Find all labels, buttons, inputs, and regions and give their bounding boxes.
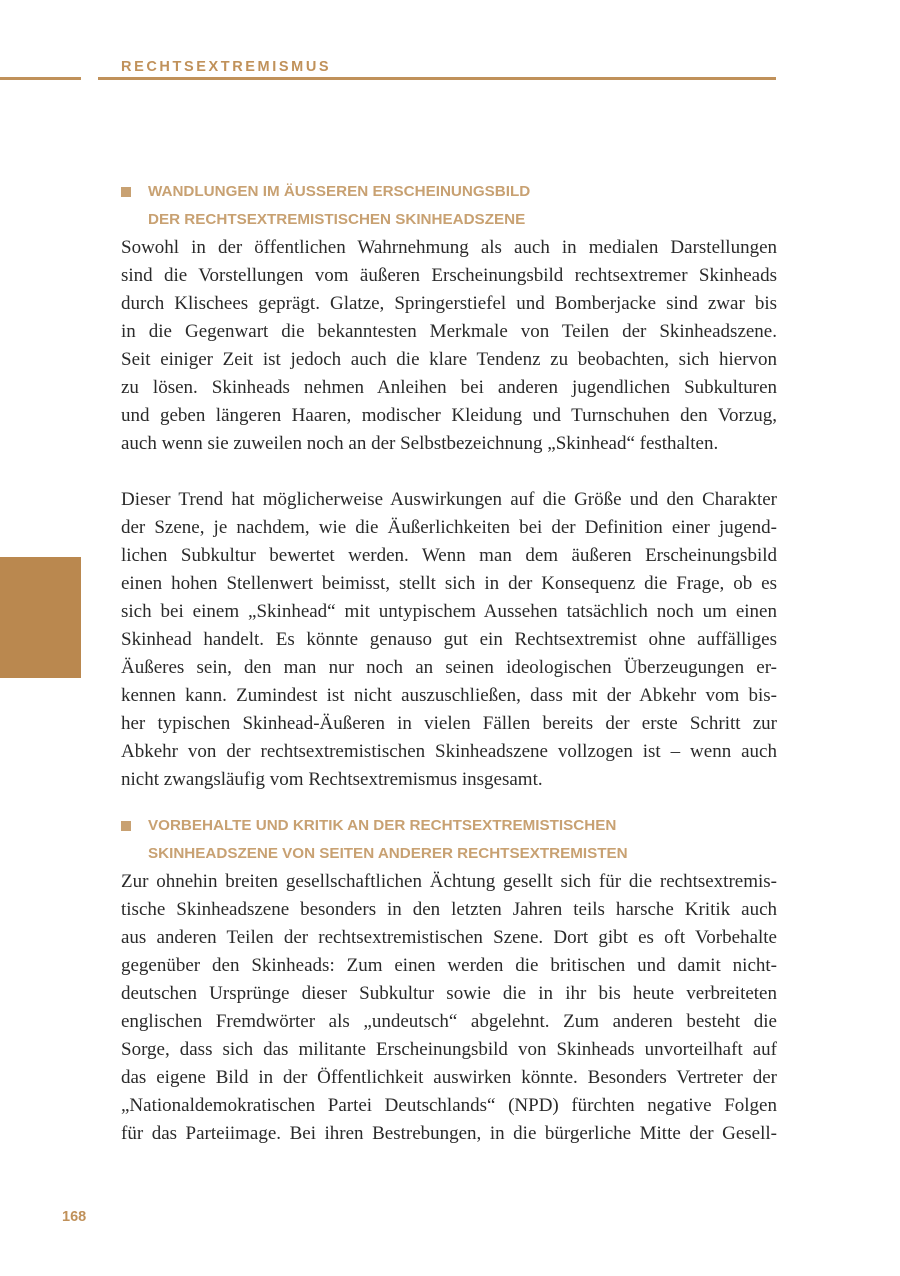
text-line: englischen Fremdwörter als „undeutsch“ abgelehnt. Zum anderen besteht die (121, 1011, 777, 1032)
text-line: Seit einiger Zeit ist jedoch auch die klare Tendenz zu beobachten, sich hiervon (121, 349, 777, 370)
text-line: in die Gegenwart die bekanntesten Merkmale von Teilen der Skinheadszene. (121, 321, 777, 342)
page-number: 168 (62, 1209, 87, 1225)
page-content (121, 178, 777, 1148)
paragraph-3 (121, 868, 777, 1148)
text-line: her typischen Skinhead-Äußeren in vielen Fällen bereits der erste Schritt zur (121, 713, 777, 734)
text-line: Sorge, dass sich das militante Erscheinungsbild von Skinheads unvorteilhaft auf (121, 1039, 777, 1060)
square-bullet-icon (121, 187, 131, 197)
heading-line: VORBEHALTE UND KRITIK AN DER RECHTSEXTREMISTISCHEN (148, 817, 617, 834)
text-line: „Nationaldemokratischen Partei Deutschlands“ (NPD) fürchten negative Folgen (121, 1095, 777, 1116)
text-line: lichen Subkultur bewertet werden. Wenn man dem äußeren Erscheinungsbild (121, 545, 777, 566)
text-line: Skinhead handelt. Es könnte genauso gut ein Rechtsextremist ohne auffälliges (121, 629, 777, 650)
side-tab-marker (0, 557, 81, 678)
text-line: Dieser Trend hat möglicherweise Auswirkungen auf die Größe und den Charakter (121, 489, 777, 510)
text-line: und geben längeren Haaren, modischer Kleidung und Turnschuhen den Vorzug, (121, 405, 777, 426)
text-line: auch wenn sie zuweilen noch an der Selbstbezeichnung „Skinhead“ festhalten. (121, 433, 719, 454)
heading-line: DER RECHTSEXTREMISTISCHEN SKINHEADSZENE (148, 211, 526, 228)
text-line: gegenüber den Skinheads: Zum einen werden die britischen und damit nicht- (121, 955, 777, 976)
section-heading-2 (121, 812, 777, 868)
header-rule-left (0, 77, 81, 80)
text-line: zu lösen. Skinheads nehmen Anleihen bei anderen jugendlichen Subkulturen (121, 377, 777, 398)
text-line: aus anderen Teilen der rechtsextremistischen Szene. Dort gibt es oft Vorbehalte (121, 927, 777, 948)
section-heading-1 (121, 178, 777, 234)
text-line: deutschen Ursprünge dieser Subkultur sowie die in ihr bis heute verbreiteten (121, 983, 777, 1004)
text-line: sich bei einem „Skinhead“ mit untypischem Aussehen tatsächlich noch um einen (121, 601, 777, 622)
text-line: tische Skinheadszene besonders in den letzten Jahren teils harsche Kritik auch (121, 899, 777, 920)
text-line: nicht zwangsläufig vom Rechtsextremismus insgesamt. (121, 769, 543, 790)
text-line: für das Parteiimage. Bei ihren Bestrebungen, in die bürgerliche Mitte der Gesell- (121, 1123, 777, 1144)
text-line: kennen kann. Zumindest ist nicht auszuschließen, dass mit der Abkehr vom bis- (121, 685, 777, 706)
running-head: RECHTSEXTREMISMUS (121, 59, 332, 75)
heading-line: WANDLUNGEN IM ÄUSSEREN ERSCHEINUNGSBILD (148, 183, 531, 200)
text-line: durch Klischees geprägt. Glatze, Springerstiefel und Bomberjacke sind zwar bis (121, 293, 777, 314)
heading-line: SKINHEADSZENE VON SEITEN ANDERER RECHTSEXTREMISTEN (148, 845, 628, 862)
text-line: das eigene Bild in der Öffentlichkeit auswirken könnte. Besonders Vertreter der (121, 1067, 777, 1088)
text-line: der Szene, je nachdem, wie die Äußerlichkeiten bei der Definition einer jugend- (121, 517, 777, 538)
text-line: Sowohl in der öffentlichen Wahrnehmung als auch in medialen Darstellungen (121, 237, 777, 258)
paragraph-1 (121, 234, 777, 458)
header-rule-right (98, 77, 776, 80)
text-line: Zur ohnehin breiten gesellschaftlichen Ächtung gesellt sich für die rechtsextremis- (121, 871, 777, 892)
text-line: einen hohen Stellenwert beimisst, stellt sich in der Konsequenz die Frage, ob es (121, 573, 777, 594)
text-line: Abkehr von der rechtsextremistischen Skinheadszene vollzogen ist – wenn auch (121, 741, 777, 762)
square-bullet-icon (121, 821, 131, 831)
text-line: Äußeres sein, den man nur noch an seinen ideologischen Überzeugungen er- (121, 657, 777, 678)
text-line: sind die Vorstellungen vom äußeren Erscheinungsbild rechtsextremer Skinheads (121, 265, 777, 286)
paragraph-2 (121, 486, 777, 794)
